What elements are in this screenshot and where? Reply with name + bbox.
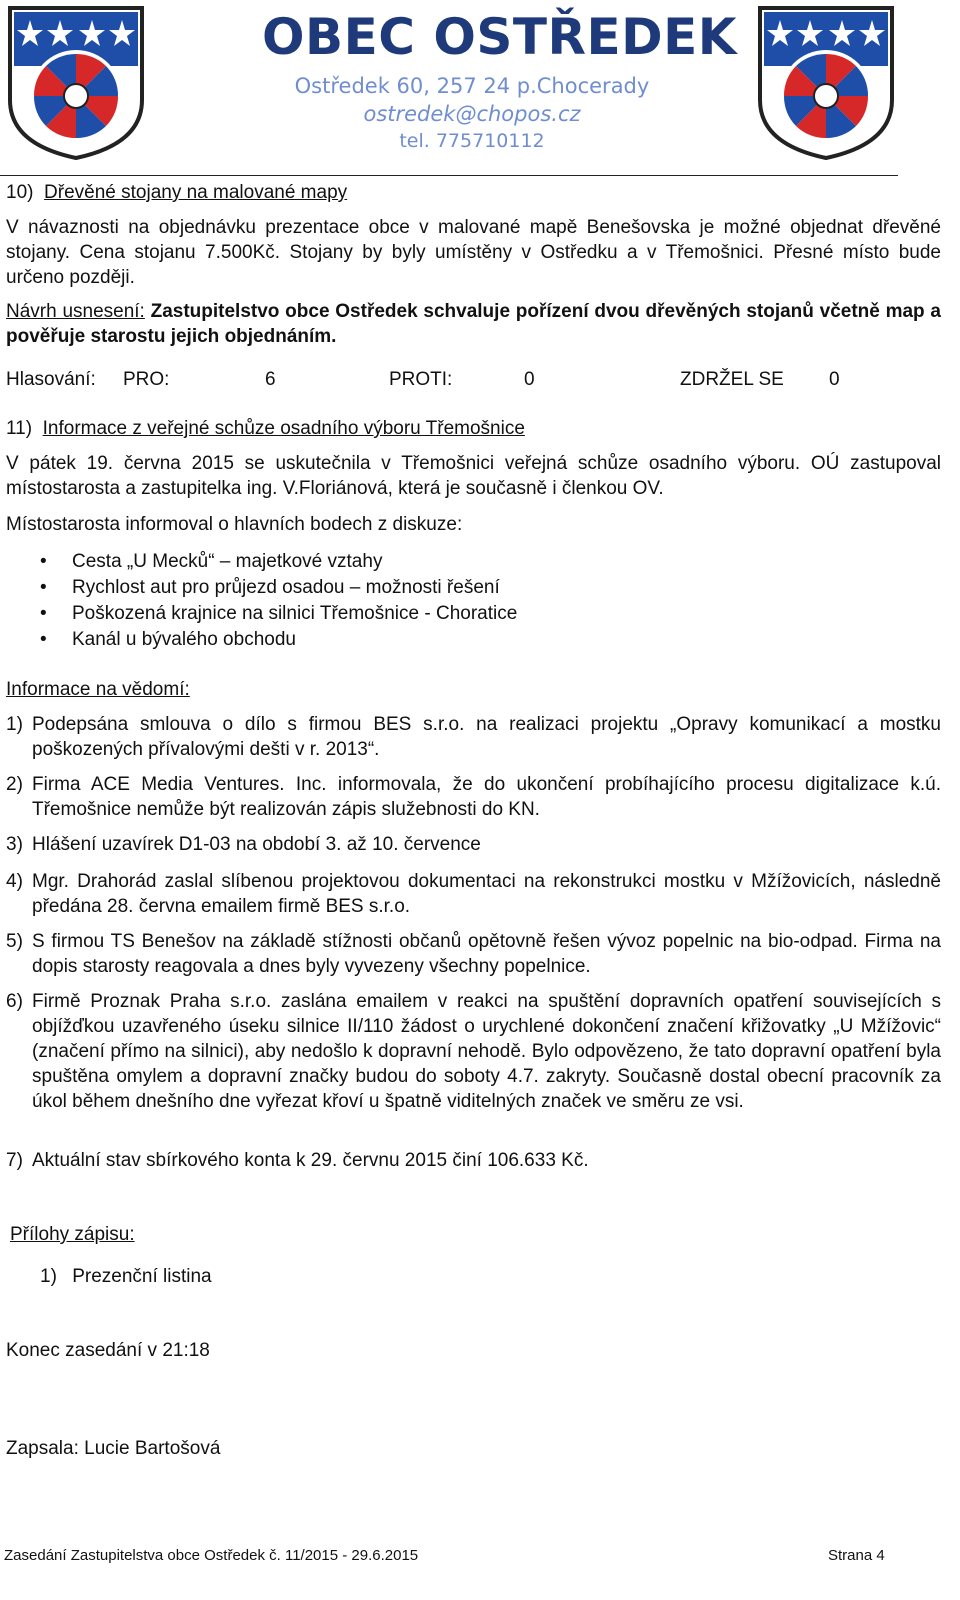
footer-meeting-info: Zasedání Zastupitelstva obce Ostředek č. 11/2015 - 29.6.2015 — [4, 1547, 419, 1564]
attachment-number: 1) — [40, 1266, 57, 1287]
info-item: Firma ACE Media Ventures. Inc. informovala, že do ukončení probíhajícího procesu digitalizace k.ú. Třemošnice nemůže být realizován zápis služebnosti do KN. — [32, 774, 941, 820]
item11-heading — [6, 416, 941, 441]
municipal-crest-left-logo — [6, 4, 146, 162]
recorder: Zapsala: Lucie Bartošová — [6, 1438, 221, 1459]
item10-number: 10) — [6, 182, 34, 203]
municipal-crest-right-logo — [756, 4, 896, 162]
bullet-icon: • — [40, 629, 47, 650]
info-item-number: 4) — [6, 871, 23, 892]
bullet-icon: • — [40, 551, 47, 572]
info-item: Aktuální stav sbírkového konta k 29. červnu 2015 činí 106.633 Kč. — [32, 1150, 589, 1171]
attachment-item — [40, 1264, 212, 1289]
vote-proti-value: 0 — [524, 369, 535, 390]
info-item-number: 1) — [6, 714, 23, 735]
municipality-title: OBEC OSTŘEDEK — [262, 8, 738, 66]
info-item-number: 7) — [6, 1150, 23, 1171]
bullet-text: Rychlost aut pro průjezd osadou – možnosti řešení — [72, 577, 500, 598]
bullet-icon: • — [40, 603, 47, 624]
info-heading: Informace na vědomí: — [6, 679, 190, 700]
item11-paragraph: V pátek 19. června 2015 se uskutečnila v Třemošnici veřejná schůze osadního výboru. OÚ zastupoval místostarosta a zastupitelka ing. V.Floriánová, která je současně i členkou OV. — [6, 453, 941, 499]
bullet-text: Poškozená krajnice na silnici Třemošnice - Choratice — [72, 603, 518, 624]
info-item: Mgr. Drahorád zaslal slíbenou projektovou dokumentaci na rekonstrukci mostku v Mžížovicích, následně předána 28. června emailem firmě BES s.r.o. — [32, 871, 941, 917]
info-item-number: 3) — [6, 834, 23, 855]
item10-heading — [6, 180, 941, 205]
vote-label: Hlasování: — [6, 369, 96, 390]
vote-abstain-value: 0 — [829, 369, 840, 390]
item10-proposal — [6, 299, 941, 349]
vote-abstain-label: ZDRŽEL SE — [680, 369, 784, 390]
info-item: Hlášení uzavírek D1-03 na období 3. až 10. července — [32, 834, 481, 855]
info-item: Firmě Proznak Praha s.r.o. zaslána emailem v reakci na spuštění dopravních opatření souvisejících s objížďkou uzavřeného úseku silnice II/110 žádost o urychlené dokončení značení křižovatky „U Mžížovic“ (značení přímo na silnici), aby nedošlo k dopravní nehodě. Bylo odpovězeno, že tato dopravní opatření byla spuštěna omylem a dopravní značky budou do soboty 4.7. zakryty. Současně dostal obecní pracovník za úkol během dnešního dne vyřezat křoví u špatně viditelných značek ve směru ze vsi. — [32, 991, 941, 1112]
header-email: ostredek@chopos.cz — [363, 102, 581, 126]
item11-title: Informace z veřejné schůze osadního výboru Třemošnice — [42, 418, 525, 439]
attachments-heading: Přílohy zápisu: — [10, 1224, 135, 1245]
proposal-text: Zastupitelstvo obce Ostředek schvaluje pořízení dvou dřevěných stojanů včetně map a pověřuje starostu jejich objednáním. — [6, 301, 941, 347]
info-item: Podepsána smlouva o dílo s firmou BES s.r.o. na realizaci projektu „Opravy komunikací a mostku poškozených přívalovými dešti v r. 2013“. — [32, 714, 941, 760]
info-item: S firmou TS Benešov na základě stížnosti občanů opětovně řešen vývoz popelnic na bio-odpad. Firma na dopis starosty reagovala a dnes byly vyvezeny všechny popelnice. — [32, 931, 941, 977]
vote-row — [6, 367, 941, 392]
item10-title: Dřevěné stojany na malované mapy — [44, 182, 348, 203]
info-item-number: 2) — [6, 774, 23, 795]
item10-paragraph: V návaznosti na objednávku prezentace obce v malované mapě Benešovska je možné objednat dřevěné stojany. Cena stojanu 7.500Kč. Stojany by byly umístěny v Ostředku a v Třemošnici. Přesné místo bude určeno později. — [6, 217, 941, 288]
info-item-number: 6) — [6, 991, 23, 1012]
bullet-text: Cesta „U Mecků“ – majetkové vztahy — [72, 551, 383, 572]
item11-number: 11) — [6, 418, 33, 439]
header-address: Ostředek 60, 257 24 p.Chocerady — [294, 74, 650, 98]
attachment-label: Prezenční listina — [72, 1266, 212, 1287]
header-divider — [0, 175, 898, 176]
vote-proti-label: PROTI: — [389, 369, 453, 390]
vote-pro-value: 6 — [265, 369, 276, 390]
proposal-label: Návrh usnesení: — [6, 301, 145, 322]
bullet-text: Kanál u bývalého obchodu — [72, 629, 296, 650]
vote-pro-label: PRO: — [123, 369, 170, 390]
bullet-icon: • — [40, 577, 47, 598]
header-phone: tel. 775710112 — [399, 130, 545, 152]
item11-discussion-intro: Místostarosta informoval o hlavních bodech z diskuze: — [6, 514, 463, 535]
info-item-number: 5) — [6, 931, 23, 952]
meeting-end: Konec zasedání v 21:18 — [6, 1340, 210, 1361]
footer-page-number: Strana 4 — [828, 1547, 885, 1564]
